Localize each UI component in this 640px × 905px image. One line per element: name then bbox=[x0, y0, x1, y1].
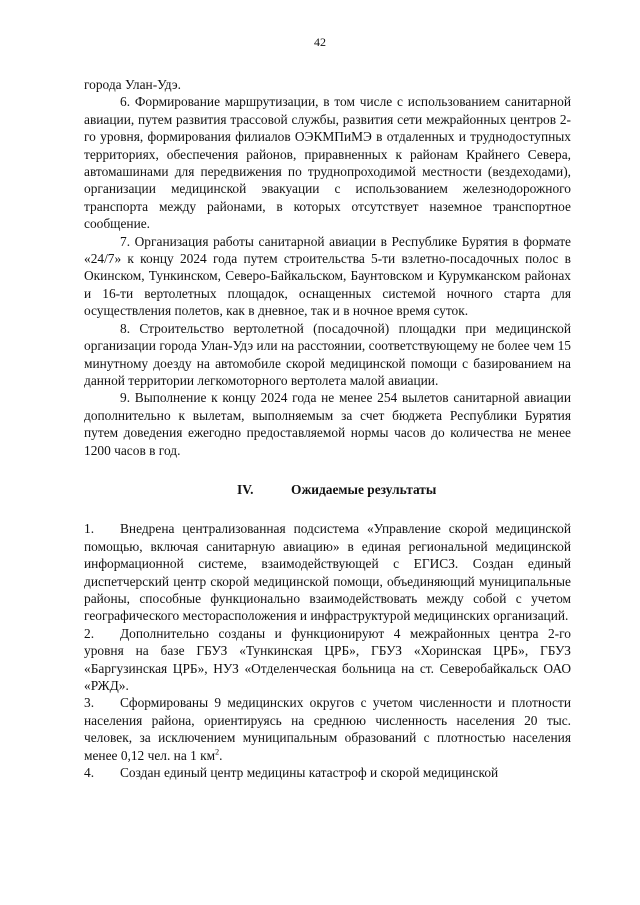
paragraph-item-6: 6. Формирование маршрутизации, в том числе с использованием санитарной авиации, путем развития трассовой службы, развития сети межрайонных центров 2-го уровня, формирования филиалов ОЭКМПиМЭ в отдаленных и труднодоступных территориях, обеспечения районов, приравненных к районам Крайнего Севера, автомашинами для передвижения по труднопроходимой местности (вездеходами), организации медицинской эвакуации с использованием железнодорожного транспорта между районами, в которых отсутствует наземное транспортное сообщение. bbox=[84, 94, 571, 232]
paragraph-item-9: 9. Выполнение к концу 2024 года не менее 254 вылетов санитарной авиации дополнительно к вылетам, выполняемым за счет бюджета Республики Бурятия путем доведения ежегодно предоставляемой нормы часов до количества не менее 1200 часов в год. bbox=[84, 390, 571, 458]
result-item-2 bbox=[84, 625, 571, 695]
result-item-4 bbox=[84, 764, 571, 781]
result-text: Создан единый центр медицины катастроф и скорой медицинской bbox=[120, 765, 499, 781]
paragraph-item-8: 8. Строительство вертолетной (посадочной) площадки при медицинской организации города Улан-Удэ или на расстоянии, соответствующему не более чем 15 минутному доезду на автомобиле скорой медицинской помощи с базированием на данной территории легкомоторного вертолета малой авиации. bbox=[84, 320, 571, 388]
result-item-3 bbox=[84, 694, 571, 764]
superscript-2: 2 bbox=[215, 747, 220, 757]
document-body bbox=[84, 76, 571, 781]
result-number: 2. bbox=[84, 625, 95, 641]
page-number: 42 bbox=[314, 35, 326, 49]
result-number: 1. bbox=[84, 521, 95, 537]
section-heading bbox=[84, 481, 571, 498]
result-text-tail: . bbox=[219, 747, 223, 763]
result-text: Дополнительно созданы и функционируют 4 межрайонных центра 2-го уровня на базе ГБУЗ «Тункинская ЦРБ», ГБУЗ «Хоринская ЦРБ», ГБУЗ «Баргузинская ЦРБ», НУЗ «Отделенческая больница на ст. Северобайкальск ОАО «РЖД». bbox=[84, 625, 571, 693]
section-number: IV. bbox=[237, 481, 254, 497]
paragraph-continuation: города Улан-Удэ. bbox=[84, 77, 182, 92]
result-item-1 bbox=[84, 520, 571, 624]
section-title: Ожидаемые результаты bbox=[291, 481, 437, 497]
result-text: Сформированы 9 медицинских округов с учетом численности и плотности населения района, ориентируясь на среднюю численность населения 20 тыс. человек, за исключением муниципальным образований с плотностью населения менее 0,12 чел. на 1 км bbox=[84, 695, 571, 763]
result-number: 3. bbox=[84, 695, 95, 711]
result-number: 4. bbox=[84, 765, 95, 781]
result-text: Внедрена централизованная подсистема «Управление скорой медицинской помощью, включая санитарную авиацию» в единая региональной медицинской информационной системе, взаимодействующей с ЕГИСЗ. Создан единый диспетчерский центр скорой медицинской помощи, объединяющий муниципальные районы, способные функционально взаимодействовать между собой с учетом географического месторасположения и инфраструктурой медицинских организаций. bbox=[84, 521, 571, 624]
paragraph-item-7: 7. Организация работы санитарной авиации в Республике Бурятия в формате «24/7» к концу 2024 года путем строительства 5-ти взлетно-посадочных полос в Окинском, Тункинском, Северо-Байкальском, Баунтовском и Курумканском районах и 16-ти вертолетных площадок, оснащенных системой ночного старта для осуществления полетов, как в дневное, так и в ночное время суток. bbox=[84, 233, 571, 319]
